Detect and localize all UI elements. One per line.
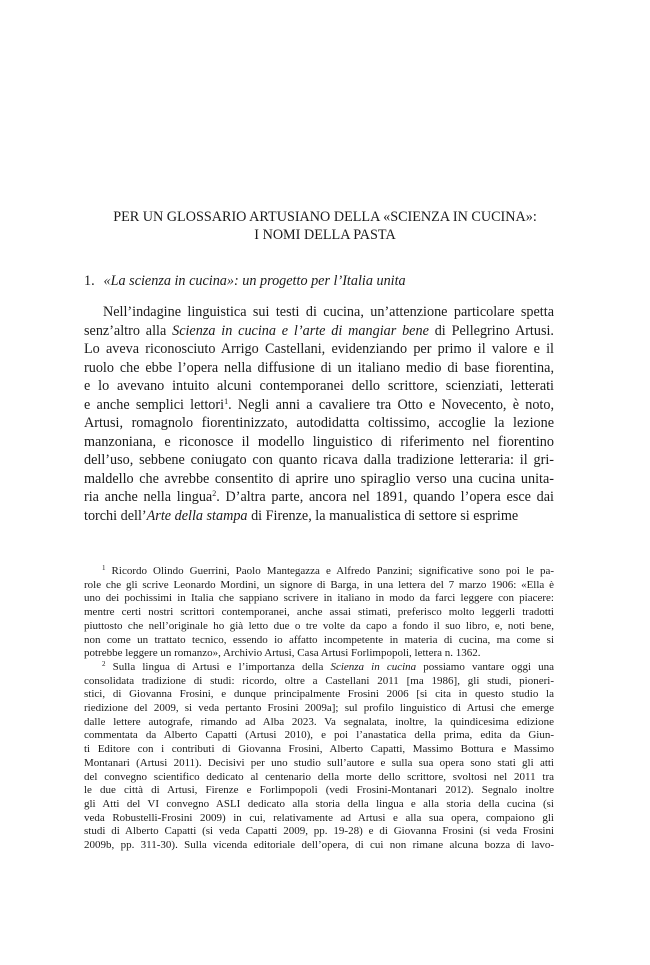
body-line bbox=[84, 322, 554, 341]
footnote-text-run: possiamo vantare oggi una bbox=[416, 660, 554, 673]
footnote-2-line: stici, di Giovanna Frosini, e dunque principalmente Frosini 2006 [si cita in questo studio la bbox=[84, 688, 554, 701]
footnote-2-line: veda Robustelli-Frosini 2009) in cui, relativamente ad Artusi e alla sua opera, compaiono gli bbox=[84, 811, 554, 824]
body-line: Artusi, romagnolo fiorentinizzato, autodidatta coltissimo, accoglie la lezione bbox=[84, 415, 554, 431]
body-text-run: di Pellegrino Artusi. bbox=[428, 322, 554, 339]
body-text-run: di Firenze, la manualistica di settore si esprime bbox=[247, 507, 519, 524]
body-line bbox=[84, 488, 554, 507]
footnote-2-line: commentata da Alberto Capatti (Artusi 2010), e poi l’anastatica della prima, edita da Giun- bbox=[84, 729, 554, 742]
footnote-2-line bbox=[84, 661, 554, 675]
footnote-1-line: potrebbe leggere un romanzo», Archivio Artusi, Casa Artusi Forlimpopoli, lettera n. 1362. bbox=[84, 647, 481, 660]
body-text-run: ria anche nella lingua bbox=[84, 489, 213, 505]
body-line: manzoniana, e riconosce il modello linguistico di riferimento nel fiorentino bbox=[84, 433, 554, 450]
footnote-2-line: le due città di Artusi, Firenze e Forlimpopoli (vedi Frosini-Montanari 2012). Segnalo inoltre bbox=[84, 784, 554, 797]
body-line: maldello che avrebbe consentito di aprire uno spiraglio verso una cucina unita- bbox=[84, 470, 554, 487]
footnote-2-line: gli Atti del VI convegno ASLI dedicato alla storia della lingua e alla storia della cucina (si bbox=[84, 797, 554, 810]
body-italic-title: Arte della stampa bbox=[146, 507, 248, 524]
footnote-text-run: Sulla lingua di Artusi e l’importanza della bbox=[112, 660, 331, 673]
body-text-run: senz’altro alla bbox=[84, 322, 173, 339]
body-text-run: torchi dell’ bbox=[84, 507, 147, 524]
footnote-2-line: riedizione del 2009, si veda pertanto Frosini 2009a]; sul profilo linguistico di Artusi che emerge bbox=[84, 702, 554, 715]
body-paragraph bbox=[84, 303, 554, 525]
footnote-italic-title: Scienza in cucina bbox=[330, 660, 417, 673]
body-text-run: . D’altra parte, ancora nel 1891, quando l’opera esce dai bbox=[216, 489, 554, 505]
footnote-reference[interactable]: 2 bbox=[212, 489, 217, 498]
chapter-title-line-1: PER UN GLOSSARIO ARTUSIANO DELLA «SCIENZA IN CUCINA»: bbox=[113, 209, 537, 225]
footnotes bbox=[84, 565, 554, 853]
footnote-1-line: piuttosto che nell’originale ho già letto due o tre volte da capo a fondo il suo libro, e, noti bene, bbox=[84, 619, 554, 632]
footnote-1-line: mentre certi nostri scrittori contemporanei, anche assai stimati, preferisco molto leggerli tradotti bbox=[84, 606, 554, 619]
footnote-marker: 1 bbox=[102, 564, 106, 572]
body-line: dell’uso, sebbene coniugato con quanto ricava dalla tradizione letteraria: il gri- bbox=[84, 452, 554, 468]
body-italic-title: Scienza in cucina e l’arte di mangiar bene bbox=[172, 322, 429, 339]
body-line bbox=[84, 396, 554, 415]
footnote-marker: 2 bbox=[102, 659, 106, 668]
body-text-run: . Negli anni a cavaliere tra Otto e Novecento, è noto, bbox=[228, 396, 555, 413]
body-line: Nell’indagine linguistica sui testi di cucina, un’attenzione particolare spetta bbox=[103, 304, 554, 320]
footnote-reference[interactable]: 1 bbox=[224, 396, 229, 406]
body-line: e lo avevano intuito alcuni contemporanei dello scrittore, scienziati, letterati bbox=[84, 378, 554, 394]
section-number: 1. bbox=[84, 273, 95, 289]
footnote-2-line: consolidata tradizione di studi: ricordo, oltre a Castellani 2011 [ma 1986], gli studi, pioneri- bbox=[84, 674, 554, 687]
body-line bbox=[84, 507, 554, 526]
footnote-1-line bbox=[84, 565, 554, 579]
footnote-2-line: del convegno scientifico dedicato al centenario della morte dello scrittore, svoltosi nel 2011 tra bbox=[84, 770, 554, 783]
footnote-2-line: Montanari (Artusi 2011). Decisivi per uno studio sull’autore e sulla sua opera sono stati gli atti bbox=[84, 756, 554, 769]
footnote-2-line: dalle lettere autografe, rimando ad Alba 2023. Va segnalata, inoltre, la quindicesima edizione bbox=[84, 715, 554, 728]
footnote-1-line: non come un trattato tecnico, essendo io affatto incompetente in materia di cucina, ma come si bbox=[84, 633, 554, 646]
body-text-run: e anche semplici lettori bbox=[84, 396, 225, 413]
body-line: Lo aveva riconosciuto Arrigo Castellani, evidenziando per primo il valore e il bbox=[84, 341, 554, 357]
footnote-1-line: uno dei pochissimi in Italia che sappiano scrivere in italiano in modo da farci leggere con piacere: bbox=[84, 592, 554, 605]
chapter-title-line-2: I NOMI DELLA PASTA bbox=[254, 227, 396, 243]
chapter-title bbox=[60, 208, 590, 244]
footnote-2-line: ti Editore con i contributi di Giovanna Frosini, Alberto Capatti, Massimo Bottura e Massimo bbox=[84, 743, 554, 756]
section-title: «La scienza in cucina»: un progetto per l’Italia unita bbox=[103, 273, 406, 289]
footnote-2-line: 2009b, pp. 311-30). Sulla vicenda editoriale dell’opera, di cui non rimane alcuna bozza di lavo- bbox=[84, 839, 554, 852]
footnote-2-line: studi di Alberto Capatti (si veda Capatti 2009, pp. 19-28) e di Giovanna Frosini (si veda Frosini bbox=[84, 825, 554, 838]
body-line: ruolo che ebbe l’opera nella diffusione di un italiano medio di base fiorentina, bbox=[84, 359, 554, 376]
section-heading bbox=[84, 272, 544, 290]
footnote-1-line: role che gli scrive Leonardo Mordini, un signore di Barga, in una lettera del 7 marzo 1906: «Ella è bbox=[84, 578, 554, 591]
footnote-text-run: Ricordo Olindo Guerrini, Paolo Mantegazza e Alfredo Panzini; significative sono poi le pa- bbox=[111, 565, 554, 577]
